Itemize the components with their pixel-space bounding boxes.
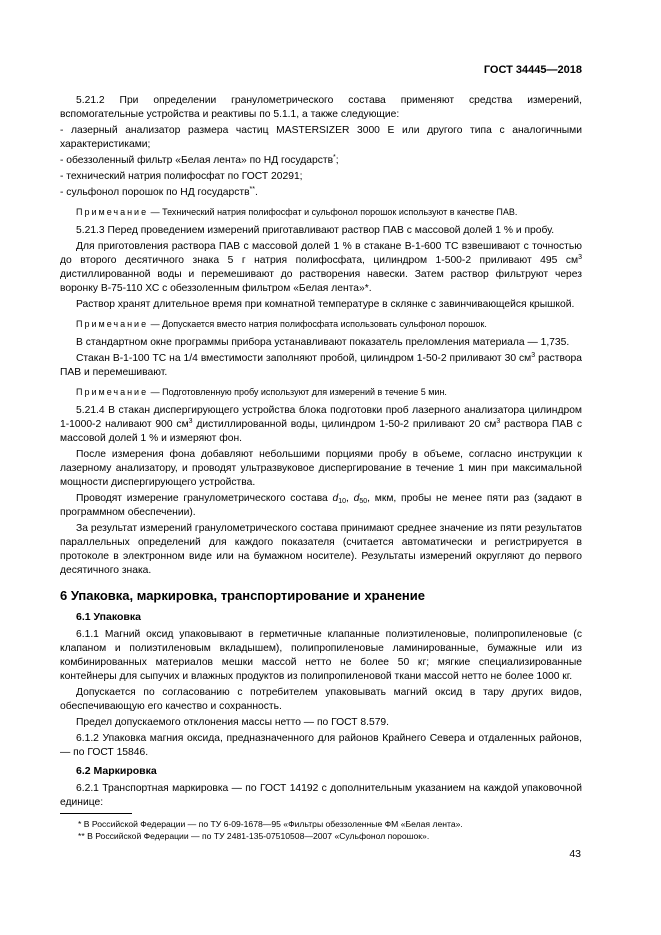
list-item: - лазерный анализатор размера частиц MASTERSIZER 3000 E или другого типа с аналогичными характеристиками; xyxy=(60,125,582,150)
paragraph-6-1-1: 6.1.1 Магний оксид упаковывают в герметичные клапанные полиэтиленовые, полипропиленовые (с клапаном и полиэтиленовым вкладышем), полипропиленовые ламинированные, бумажные или из комбинированных материалов мешки массой нетто не более 50 кг; мягкие специализированные контейнеры для сыпучих и влажных продуктов из полипропиленовой ткани массой нетто не более 1000 кг. xyxy=(60,629,582,682)
paragraph-6-1-2: 6.1.2 Упаковка магния оксида, предназначенного для районов Крайнего Севера и отдаленных районов, — по ГОСТ 15846. xyxy=(60,733,582,758)
footnotes xyxy=(60,813,582,842)
note: Примечание — Технический натрия полифосфат и сульфонол порошок используют в качестве ПАВ. xyxy=(76,207,518,217)
list-item: - технический натрия полифосфат по ГОСТ 20291; xyxy=(60,171,303,182)
paragraph: Предел допускаемого отклонения массы нетто — по ГОСТ 8.579. xyxy=(76,717,390,728)
paragraph: За результат измерений гранулометрического состава принимают среднее значение из пяти результатов параллельных определений для каждого показателя (считается автоматически и регистрируется в протоколе в электронном виде или на бумажном носителе). Результаты измерений округляют до первого десятичного знака. xyxy=(60,523,582,576)
footnote-divider xyxy=(60,813,132,814)
paragraph: В стандартном окне программы прибора устанавливают показатель преломления материала — 1,735. xyxy=(76,337,570,348)
note-label: Примечание xyxy=(76,319,149,329)
footnote-mark: * xyxy=(333,154,336,161)
paragraph: После измерения фона добавляют небольшими порциями пробу в объеме, согласно инструкции к лазерному анализатору, и проводят ультразвуковое диспергирование в течение 1 мин при максимальной мощности диспергирующего устройства. xyxy=(60,449,582,488)
paragraph-5-21-3: 5.21.3 Перед проведением измерений приготавливают раствор ПАВ с массовой долей 1 % и пробу. xyxy=(76,225,555,236)
note-label: Примечание xyxy=(76,207,149,217)
footnote-mark: ** xyxy=(249,186,255,193)
paragraph-6-2-1: 6.2.1 Транспортная маркировка — по ГОСТ 14192 с дополнительным указанием на каждой упаковочной единице: xyxy=(60,783,582,808)
document-body xyxy=(60,94,582,812)
note-label: Примечание xyxy=(76,387,149,397)
paragraph-5-21-2: 5.21.2 При определении гранулометрического состава применяют средства измерений, вспомогательные устройства и реактивы по 5.1.1, а также следующие: xyxy=(60,95,582,120)
paragraph-5-21-4: 5.21.4 В стакан диспергирующего устройства блока подготовки проб лазерного анализатора цилиндром 1-1000-2 наливают 900 $см^3$ дистиллированной воды, цилиндром 1-50-2 приливают 20 $см^3$ раствора ПАВ с массовой долей 1 % и измеряют фон. xyxy=(60,405,582,444)
paragraph: Допускается по согласованию с потребителем упаковывать магний оксид в тару других видов, обеспечивающую его качество и сохранность. xyxy=(60,687,582,712)
paragraph: Проводят измерение гранулометрического состава $d_{10}$, $d_{50}$, мкм, пробы не менее пяти раз (задают в программном обеспечении). xyxy=(60,493,582,518)
paragraph: Стакан В-1-100 ТС на 1/4 вместимости заполняют пробой, цилиндром 1-50-2 приливают 30 $см^3$ раствора ПАВ и перемешивают. xyxy=(60,352,583,378)
footnote: ** В Российской Федерации — по ТУ 2481-135-07510508—2007 «Сульфонол порошок». xyxy=(78,831,430,841)
footnote: * В Российской Федерации — по ТУ 6-09-1678—95 «Фильтры обеззоленные ФМ «Белая лента». xyxy=(78,819,463,829)
subsection-heading-6-2: 6.2 Маркировка xyxy=(76,765,157,777)
list-item: - сульфонол порошок по НД государств**. xyxy=(60,186,258,198)
subsection-heading-6-1: 6.1 Упаковка xyxy=(76,611,141,623)
document-header: ГОСТ 34445—2018 xyxy=(483,64,582,76)
paragraph: Для приготовления раствора ПАВ с массовой долей 1 % в стакане В-1-600 ТС взвешивают с точностью до второго десятичного знака 5 г натрия полифосфата, цилиндром 1-500-2 приливают 495 $см^3$ дистиллированной воды и перемешивают до растворения навески. Затем раствор фильтруют через воронку В-75-110 ХС с обеззоленным фильтром «Белая лента»*. xyxy=(60,241,582,294)
list-item: - обеззоленный фильтр «Белая лента» по НД государств*; xyxy=(60,154,339,166)
page-number: 43 xyxy=(569,848,581,860)
section-heading-6: 6 Упаковка, маркировка, транспортирование и хранение xyxy=(60,588,426,603)
note: Примечание — Подготовленную пробу используют для измерений в течение 5 мин. xyxy=(76,387,447,397)
note: Примечание — Допускается вместо натрия полифосфата использовать сульфонол порошок. xyxy=(76,319,487,329)
paragraph: Раствор хранят длительное время при комнатной температуре в склянке с завинчивающейся крышкой. xyxy=(76,299,575,310)
